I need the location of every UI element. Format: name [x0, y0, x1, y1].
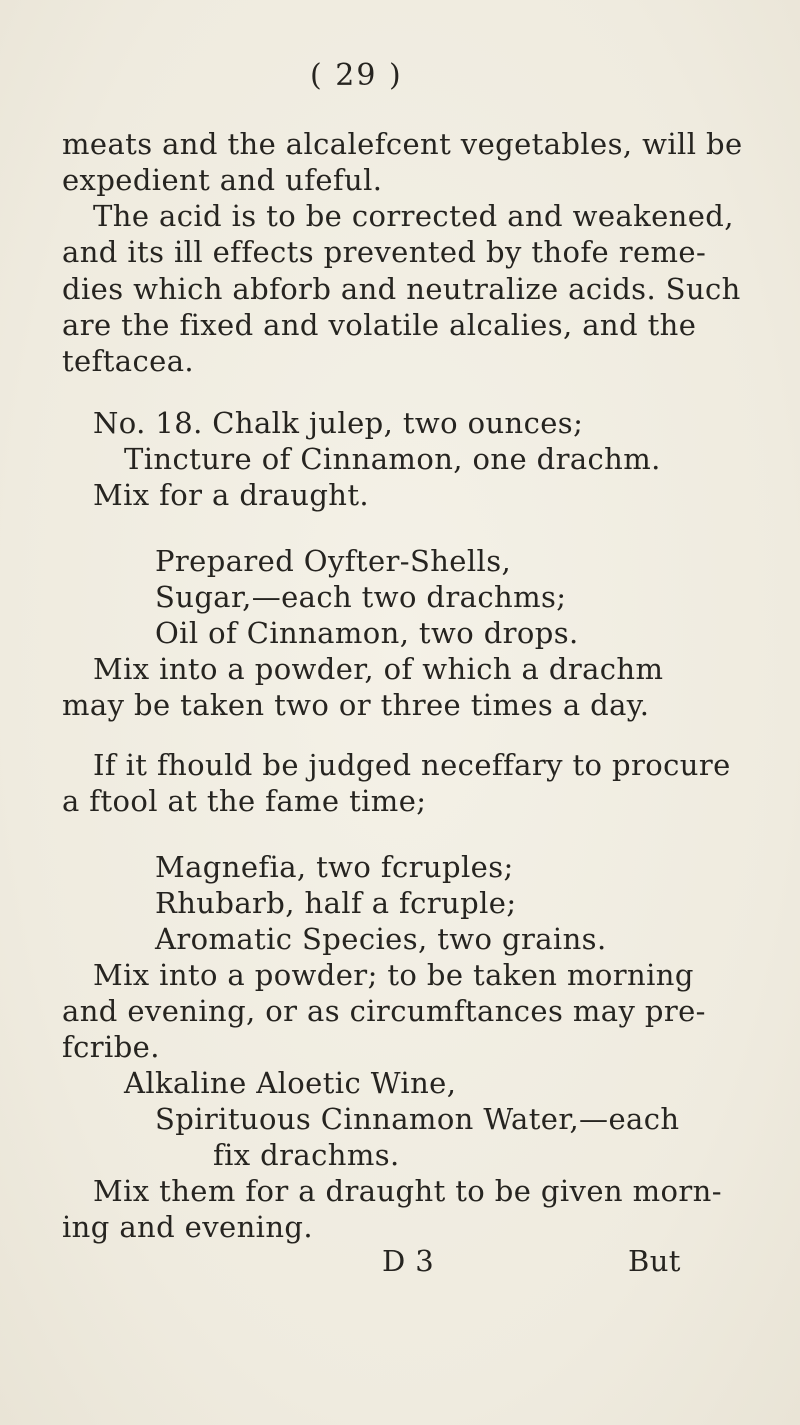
text-line: Mix into a powder; to be taken morning	[93, 958, 694, 992]
text-line: meats and the alcalefcent vegetables, will be	[62, 127, 743, 161]
text-line: a ftool at the fame time;	[62, 784, 427, 818]
text-line: Magnefia, two fcruples;	[155, 850, 514, 884]
text-line: expedient and ufeful.	[62, 163, 383, 197]
text-line: and evening, or as circumftances may pre-	[62, 994, 706, 1028]
page-number: ( 29 )	[310, 58, 403, 93]
text-line: fix drachms.	[213, 1138, 400, 1172]
text-line: and its ill effects prevented by thofe reme-	[62, 235, 707, 269]
text-line: Mix them for a draught to be given morn-	[93, 1174, 722, 1208]
text-line: Prepared Oyfter-Shells,	[155, 544, 512, 578]
text-line: Aromatic Species, two grains.	[155, 922, 607, 956]
signature-mark: D 3	[382, 1244, 435, 1278]
text-line: Sugar,—each two drachms;	[155, 580, 567, 614]
text-line: The acid is to be corrected and weakened,	[93, 199, 734, 233]
text-line: Mix for a draught.	[93, 478, 370, 512]
text-line: are the fixed and volatile alcalies, and the	[62, 308, 697, 342]
text-line: Rhubarb, half a fcruple;	[155, 886, 517, 920]
text-line: may be taken two or three times a day.	[62, 688, 650, 722]
text-line: Spirituous Cinnamon Water,—each	[155, 1102, 680, 1136]
text-line: No. 18. Chalk julep, two ounces;	[93, 406, 584, 440]
text-line: Mix into a powder, of which a drachm	[93, 652, 664, 686]
text-line: Tincture of Cinnamon, one drachm.	[124, 442, 661, 476]
text-line: Oil of Cinnamon, two drops.	[155, 616, 579, 650]
text-line: teftacea.	[62, 344, 195, 378]
text-line: If it fhould be judged neceffary to procure	[93, 748, 731, 782]
catchword: But	[628, 1244, 681, 1278]
text-line: Alkaline Aloetic Wine,	[124, 1066, 457, 1100]
text-line: fcribe.	[62, 1030, 160, 1064]
text-line: dies which abforb and neutralize acids. Such	[62, 272, 741, 306]
text-line: ing and evening.	[62, 1210, 314, 1244]
